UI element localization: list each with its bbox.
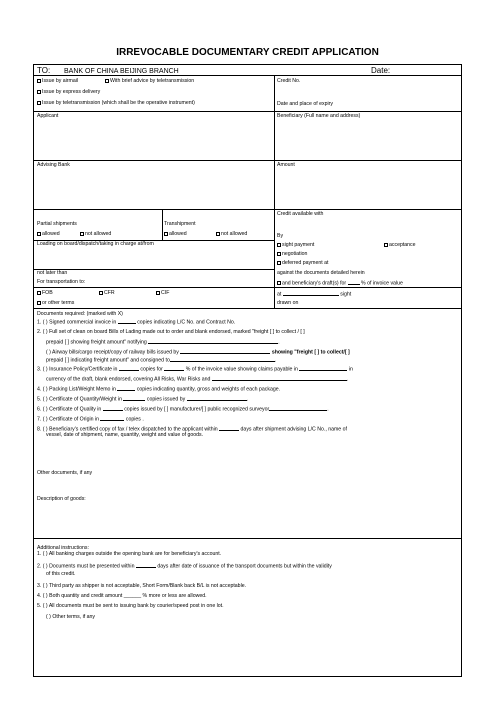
- doc3-text: 3. ( ) Insurance Policy/Certificate in: [37, 366, 118, 373]
- applicant-label: Applicant: [37, 113, 59, 119]
- cif-checkbox[interactable]: [156, 291, 160, 295]
- loading-label: Loading on board/dispatch/taking in charge at/from: [37, 241, 154, 247]
- doc5-copies-field[interactable]: [123, 395, 145, 401]
- doc4-text-end: copies indicating quantity, gross and weights of each package.: [136, 386, 281, 393]
- credit-available-label: Credit available with: [277, 211, 324, 217]
- cfr-label: CFR: [104, 290, 115, 296]
- express-label: Issue by express delivery: [42, 89, 101, 95]
- doc3-in: in: [348, 366, 353, 373]
- docs-required-label: Documents required: (marked with X): [37, 311, 123, 317]
- doc3-copies-for: copies for: [140, 366, 163, 373]
- doc1-text-end: copies indicating L/C No. and Contract No.: [137, 319, 236, 326]
- doc3-risks-field[interactable]: [212, 375, 347, 381]
- other-terms-checkbox[interactable]: [37, 301, 41, 305]
- doc6-surveyor-field[interactable]: [269, 405, 327, 411]
- doc8-text: 8. ( ) Beneficiary's certified copy of fax / telex dispatched to the applicant within: [37, 426, 218, 433]
- doc2-consignee-field[interactable]: [170, 356, 275, 362]
- doc2-text-b: prepaid [ ] showing freight amount" notifying: [46, 339, 147, 346]
- add2-text-b: days after date of issuance of the transport documents but within the validity: [157, 563, 332, 570]
- partial-allowed-label: allowed: [42, 231, 60, 237]
- sight-payment-label: sight payment: [282, 242, 315, 248]
- doc5-text: 5. ( ) Certificate of Quantity/Weight in: [37, 396, 122, 403]
- add2-text-c: of this credit.: [46, 571, 76, 577]
- cif-label: CIF: [161, 290, 170, 296]
- doc3-claims: % of the invoice value showing claims payable in: [185, 366, 298, 373]
- doc7-copies-field[interactable]: [100, 415, 124, 421]
- partial-shipments-label: Partial shipments: [37, 221, 77, 227]
- negotiation-label: negotiation: [282, 251, 308, 257]
- brief-advice-label: With brief advice by teletransmission: [110, 78, 195, 84]
- airmail-checkbox[interactable]: [37, 79, 41, 83]
- draft-pct-field[interactable]: [348, 279, 360, 285]
- doc4-text: 4. ( ) Packing List/Weight Memo in: [37, 386, 116, 393]
- airmail-label: Issue by airmail: [42, 78, 79, 84]
- doc8-days-field[interactable]: [219, 425, 239, 431]
- at-label: at: [277, 291, 282, 298]
- transhipment-allowed-label: allowed: [169, 231, 187, 237]
- doc7-copies: copies .: [125, 416, 144, 423]
- doc2-airway: ( ) Airway bills/cargo receipt/copy of railway bills issued by: [46, 349, 179, 356]
- doc8-text-c: vessel, date of shipment, name, quantity, weight and value of goods.: [46, 432, 204, 438]
- doc5-issuer-field[interactable]: [187, 395, 247, 401]
- form-title: IRREVOCABLE DOCUMENTARY CREDIT APPLICATION: [116, 47, 379, 58]
- partial-not-allowed-checkbox[interactable]: [80, 232, 84, 236]
- doc4-copies-field[interactable]: [117, 385, 135, 391]
- doc2-issuer-field[interactable]: [180, 348, 270, 354]
- against-docs-label: against the documents detailed herein: [277, 270, 365, 276]
- doc3-copies-field[interactable]: [119, 365, 139, 371]
- cfr-checkbox[interactable]: [99, 291, 103, 295]
- at-sight-field[interactable]: [283, 290, 339, 296]
- goods-desc-label: Description of goods:: [37, 496, 86, 502]
- doc7-text: 7. ( ) Certificate of Origin in: [37, 416, 99, 423]
- additional-label: Additional instructions:: [37, 545, 89, 551]
- add6-text: ( ) Other terms, if any: [46, 614, 96, 620]
- doc1-text: 1. ( ) Signed commercial invoice in: [37, 319, 117, 326]
- bank-name: BANK OF CHINA BEIJING BRANCH: [64, 68, 179, 75]
- brief-advice-checkbox[interactable]: [105, 79, 109, 83]
- amount-label: Amount: [277, 162, 295, 168]
- doc3-pct-field[interactable]: [164, 365, 184, 371]
- transport-to-label: For transportation to:: [37, 279, 86, 285]
- doc2-period: .: [278, 339, 280, 346]
- doc1-copies-field[interactable]: [118, 318, 136, 324]
- beneficiary-label: Beneficiary (Full name and address): [277, 113, 361, 119]
- drawn-on-label: drawn on: [277, 300, 299, 306]
- doc2-notify-field[interactable]: [148, 338, 278, 344]
- express-checkbox[interactable]: [37, 90, 41, 94]
- doc6-text: 6. ( ) Certificate of Quality in: [37, 406, 102, 413]
- credit-no-label: Credit No.: [277, 78, 301, 84]
- add2-days-field[interactable]: [136, 562, 156, 568]
- doc3-currency: currency of the draft, blank endorsed, covering All Risks, War Risks and: [46, 376, 211, 383]
- transhipment-allowed-checkbox[interactable]: [164, 232, 168, 236]
- sight-payment-checkbox[interactable]: [277, 243, 281, 247]
- add5-text: 5. ( ) All documents must be sent to issuing bank by courier/speed post in one lot.: [37, 603, 224, 609]
- application-form: TO: BANK OF CHINA BEIJING BRANCH Date: Issue by airmail With brief advice by teletransmission Issue by express delivery Issue by teletransmission (which shall be the operative instrument) Credit No. Date and place of expiry Applicant Beneficiary (Full name and address) Advising Bank Amount Partial shipments allowed not allowed Transhipment allowed not allowed Credit available with By sight payment acceptance negotiation deferred payment at against the documents detailed herein and beneficiary's draft(s) for % of invoice value at sight drawn on Loading on board/dispatch/taking in charge at/from not later than For transportation to: FOB CFR CIF or other terms Documents required: (marked with X) 1. ( ) Signed commercial invoice in copies indicating L/C No. and Contract No. 2. ( ) Full set of clean on board Bills of Lading made out to order and blank endorsed, marked "freight [ ] to collect / [ ] prepaid [ ] showing freight amount" notifying . ( ) Airway bills/cargo receipt/copy of railway bills issued by showing "freight [ ] to collect/[ ] prepaid [ ] indicating freight amount" and consigned to . 3. ( ) Insurance Policy/Certificate in copies for % of the invoice value showing claims payable in in currency of the draft, blank endorsed, covering All Risks, War Risks and . 4. ( ) Packing List/Weight Memo in copies indicating quantity, gross and weights of each package. 5. ( ) Certificate of Quantity/Weight in copies issued by . 6. ( ) Certificate of Quality in copies issued by [ ] manufacturer/[ ] public recognized surveyor . 7. ( ) Certificate of Origin in copies . 8. ( ) Beneficiary's certified copy of fax / telex dispatched to the applicant within days after shipment advising L/C No., name of vessel, date of shipment, name, quantity, weight and value of goods. Other documents, if any Description of goods: Additional instructions: 1. ( ) All banking charges outside the opening bank are for beneficiary's account. 2. ( ) Documents must be presented within days after date of issuance of the transport documents but within the validity of this credit. 3. ( ) Third party as shipper is not acceptable, Short Form/Blank back B/L is not acceptable. 4. ( ) Both quantity and credit amount ______ % more or less are allowed. 5. ( ) All documents must be sent to issuing bank by courier/speed post in one lot. ( ) Other terms, if any: [33, 64, 462, 677]
- fob-label: FOB: [42, 290, 53, 296]
- add4-text: 4. ( ) Both quantity and credit amount ______ % more or less are allowed.: [37, 593, 207, 599]
- fob-checkbox[interactable]: [37, 291, 41, 295]
- add3-text: 3. ( ) Third party as shipper is not acceptable, Short Form/Blank back B/L is not acceptable.: [37, 583, 247, 589]
- doc5-issued: copies issued by: [146, 396, 186, 403]
- other-docs-label: Other documents, if any: [37, 470, 93, 476]
- bene-draft-checkbox[interactable]: [277, 281, 281, 285]
- add1-text: 1. ( ) All banking charges outside the opening bank are for beneficiary's account.: [37, 551, 222, 557]
- deferred-payment-label: deferred payment at: [282, 260, 329, 266]
- transhipment-label: Transhipment: [164, 221, 196, 227]
- to-label: TO:: [37, 66, 51, 75]
- acceptance-label: acceptance: [389, 242, 416, 248]
- partial-not-allowed-label: not allowed: [85, 231, 112, 237]
- doc6-copies-field[interactable]: [103, 405, 123, 411]
- transhipment-not-allowed-checkbox[interactable]: [216, 232, 220, 236]
- expiry-label: Date and place of expiry: [277, 101, 333, 107]
- doc3-place-field[interactable]: [299, 365, 347, 371]
- add2-text: 2. ( ) Documents must be presented within: [37, 563, 135, 570]
- doc8-text-b: days after shipment advising L/C No., name of: [240, 426, 347, 433]
- pct-invoice-label: % of invoice value: [361, 280, 403, 287]
- sight-label: sight: [340, 291, 352, 298]
- teletransmission-label: Issue by teletransmission (which shall be the operative instrument): [42, 100, 195, 106]
- other-terms-label: or other terms: [42, 300, 75, 306]
- by-label: By: [277, 233, 284, 239]
- transhipment-not-allowed-label: not allowed: [221, 231, 248, 237]
- bene-draft-label: and beneficiary's draft(s) for: [282, 280, 347, 287]
- not-later-label: not later than: [37, 270, 68, 276]
- teletransmission-checkbox[interactable]: [37, 101, 41, 105]
- acceptance-checkbox[interactable]: [384, 243, 388, 247]
- partial-allowed-checkbox[interactable]: [37, 232, 41, 236]
- date-label: Date:: [371, 66, 391, 75]
- doc6-issued: copies issued by [ ] manufacturer/[ ] public recognized surveyor: [124, 406, 270, 413]
- doc2-freight: showing "freight [ ] to collect/[ ]: [271, 349, 350, 356]
- negotiation-checkbox[interactable]: [277, 252, 281, 256]
- doc2-text: 2. ( ) Full set of clean on board Bills of Lading made out to order and blank endorsed, marked "freight [ ] to collect / [ ]: [37, 329, 305, 335]
- deferred-payment-checkbox[interactable]: [277, 261, 281, 265]
- advising-bank-label: Advising Bank: [37, 162, 70, 168]
- doc2-consigned: prepaid [ ] indicating freight amount" and consigned to: [46, 357, 170, 364]
